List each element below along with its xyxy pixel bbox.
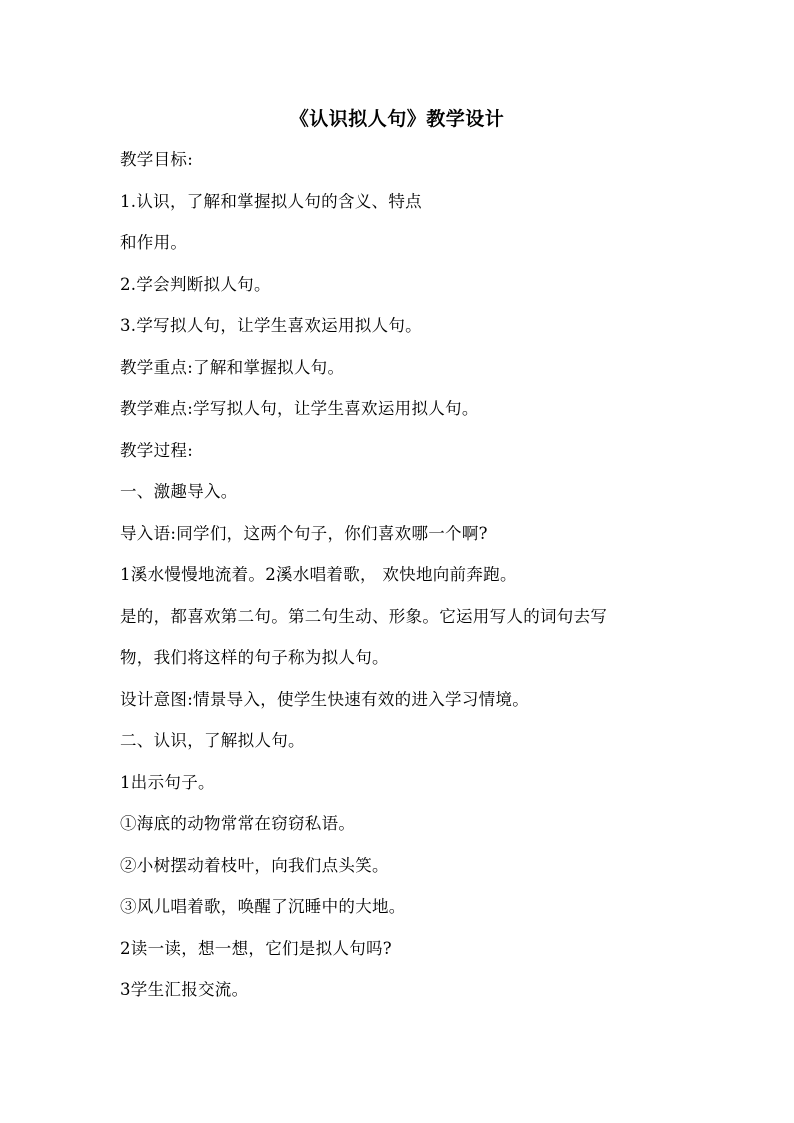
objective-1-continued: 和作用。	[120, 233, 188, 252]
explanation-paragraph: 是的，都喜欢第二句。第二句生动、形象。它运用写人的词句去写	[120, 606, 608, 626]
teaching-focus: 教学重点:了解和掌握拟人句。	[120, 357, 345, 377]
show-sentences: 1出示句子。	[120, 772, 215, 792]
step-1-heading: 一、激趣导入。	[120, 482, 238, 501]
step-2-heading: 二、认识，了解拟人句。	[120, 731, 305, 750]
intro-prompt: 导入语:同学们，这两个句子，你们喜欢哪一个啊?	[120, 523, 488, 543]
design-intent: 设计意图:情景导入，使学生快速有效的进入学习情境。	[120, 689, 530, 709]
objective-2: 2.学会判断拟人句。	[120, 274, 271, 294]
document-body	[120, 145, 690, 1017]
sentence-3: ③风儿唱着歌，唤醒了沉睡中的大地。	[120, 897, 406, 916]
teaching-difficulty: 教学难点:学写拟人句，让学生喜欢运用拟人句。	[120, 399, 479, 418]
document-title: 《认识拟人句》教学设计	[289, 108, 505, 130]
sentence-1: ①海底的动物常常在窃窃私语。	[120, 814, 356, 833]
explanation-paragraph-continued: 物，我们将这样的句子称为拟人句。	[120, 648, 389, 667]
example-sentences: 1溪水慢慢地流着。2溪水唱着歌， 欢快地向前奔跑。	[120, 565, 517, 584]
objective-1: 1.认识，了解和掌握拟人句的含义、特点	[120, 191, 422, 211]
section-heading-objectives: 教学目标:	[120, 150, 194, 169]
sentence-2: ②小树摆动着枝叶，向我们点头笑。	[120, 855, 389, 875]
objective-3: 3.学写拟人句，让学生喜欢运用拟人句。	[120, 316, 422, 335]
section-heading-process: 教学过程:	[120, 440, 194, 460]
read-and-think: 2读一读，想一想，它们是拟人句吗?	[120, 938, 392, 958]
student-report: 3学生汇报交流。	[120, 980, 249, 999]
